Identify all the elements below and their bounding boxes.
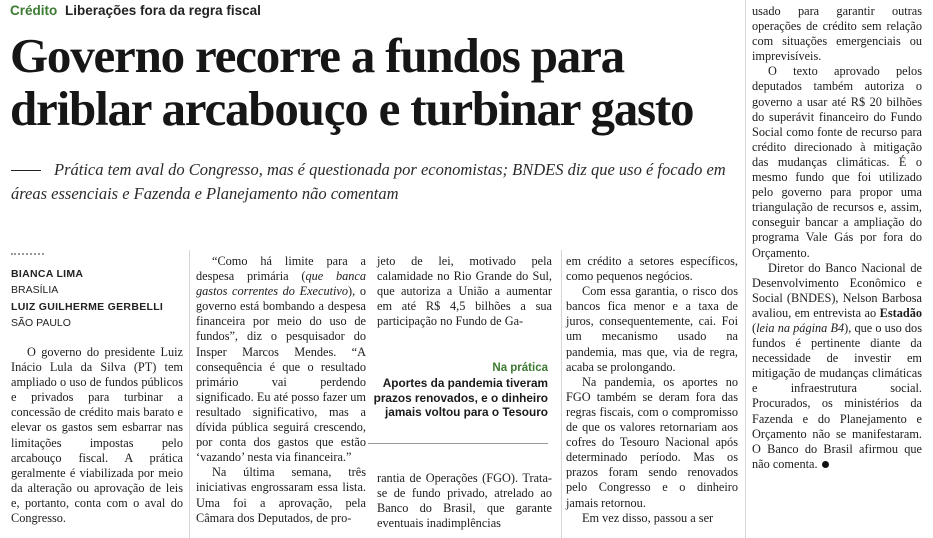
- author-place-1: BRASÍLIA: [11, 284, 59, 296]
- column-rule: [189, 250, 190, 538]
- author-name-1: BIANCA LIMA: [11, 268, 84, 280]
- paragraph: “Como há limite para a despesa primária (que banca gastos correntes do Executivo), o governo está bombando a despesa financeira por meio do uso de fundos”, diz o pesquisador do Insper Marcos Mendes. “A consequência é que o resultado primário vai perdendo significado. Eu até posso fazer um resultado significativo, mas a dívida pública seguirá crescendo, por conta dos gastos que estão ‘vazando’ nesta via financeira.”: [196, 254, 366, 465]
- paragraph: Na última semana, três iniciativas engrossaram essa lista. Uma foi a aprovação, pela Câmara dos Deputados, de pro-: [196, 465, 366, 525]
- column-rule: [745, 0, 746, 538]
- article-column-5: [752, 4, 922, 472]
- author-place-2: SÃO PAULO: [11, 317, 71, 329]
- paragraph: rantia de Operações (FGO). Trata-se de fundo privado, atrelado ao Banco do Brasil, que garante eventuais inadimplências: [377, 471, 552, 531]
- article-column-2: [196, 254, 366, 526]
- article-column-3-top: [377, 254, 552, 329]
- paragraph: Com essa garantia, o risco dos bancos fica menor e a taxa de juros, consequentemente, cai. Foi um mecanismo usado na pandemia, mas que, via de regra, acaba se prolongando.: [566, 284, 738, 374]
- end-mark: [822, 461, 829, 468]
- headline: Governo recorre a fundos para driblar arcabouço e turbinar gasto: [10, 28, 694, 136]
- paragraph: O governo do presidente Luiz Inácio Lula da Silva (PT) tem ampliado o uso de fundos públicos e privados para turbinar a concessão de crédito mais barato e elevar os gastos sem esbarrar nas limitações impostas pelo arcabouço fiscal. A prática geralmente é viabilizada por meio da alteração ou aprovação de leis e, portanto, conta com o aval do Congresso.: [11, 345, 183, 526]
- pull-quote-label: Na prática: [492, 362, 548, 374]
- byline-dots: [11, 253, 44, 255]
- pull-quote-text: Aportes da pandemia tiveram prazos renovados, e o dinheiro jamais voltou para o Tesouro: [373, 376, 548, 419]
- subtitle: Prática tem aval do Congresso, mas é questionada por economistas; BNDES diz que uso é focado em áreas essenciais e Fazenda e Planejamento não comentam: [11, 160, 726, 203]
- topic-label: Liberações fora da regra fiscal: [65, 3, 261, 18]
- paragraph: Em vez disso, passou a ser: [582, 510, 714, 525]
- pull-quote: [368, 362, 548, 420]
- paragraph: jeto de lei, motivado pela calamidade no Rio Grande do Sul, que autoriza a União a aumentar em até R$ 4,5 bilhões a sua participação no Fundo de Ga-: [377, 254, 552, 329]
- paragraph: Diretor do Banco Nacional de Desenvolvimento Econômico e Social (BNDES), Nelson Barbosa avaliou, em entrevista ao Estadão (leia na página B4), que o uso dos fundos é pertinente diante da necessidade de investir em mitigação de mudanças climáticas e infraestrutura social. Procurados, os ministérios da Fazenda e do Planejamento e Orçamento não se manifestaram. O Banco do Brasil afirmou que não comenta.: [752, 260, 922, 471]
- article-column-3-bottom: [377, 471, 552, 531]
- paragraph: em crédito a setores específicos, como pequenos negócios.: [566, 254, 738, 284]
- paragraph: usado para garantir outras operações de crédito sem relação com situações emergenciais ou imprevisíveis.: [752, 4, 922, 64]
- author-name-2: LUIZ GUILHERME GERBELLI: [11, 301, 164, 313]
- article-column-1: [11, 345, 183, 526]
- pull-quote-rule: [368, 443, 548, 444]
- column-rule: [561, 250, 562, 538]
- section-kicker: [10, 3, 261, 18]
- section-label: Crédito: [10, 3, 58, 18]
- paragraph: Na pandemia, os aportes no FGO também se deram fora das regras fiscais, com o compromisso de que os valores retornariam aos cofres do Tesouro Nacional após determinado período. Mas os prazos foram sendo renovados pelo Congresso e o dinheiro jamais retornou.: [566, 374, 738, 510]
- paragraph: O texto aprovado pelos deputados também autoriza o governo a usar até R$ 20 bilhões do superávit financeiro do Fundo Social como fonte de recurso para crédito direcionado à mitigação das mudanças climáticas. É o mesmo fundo que foi utilizado pelo governo para propor uma triangulação de recursos e, assim, conseguir bancar a ampliação do programa Vale Gás por fora do Orçamento.: [752, 64, 922, 260]
- article-column-4: [566, 254, 738, 526]
